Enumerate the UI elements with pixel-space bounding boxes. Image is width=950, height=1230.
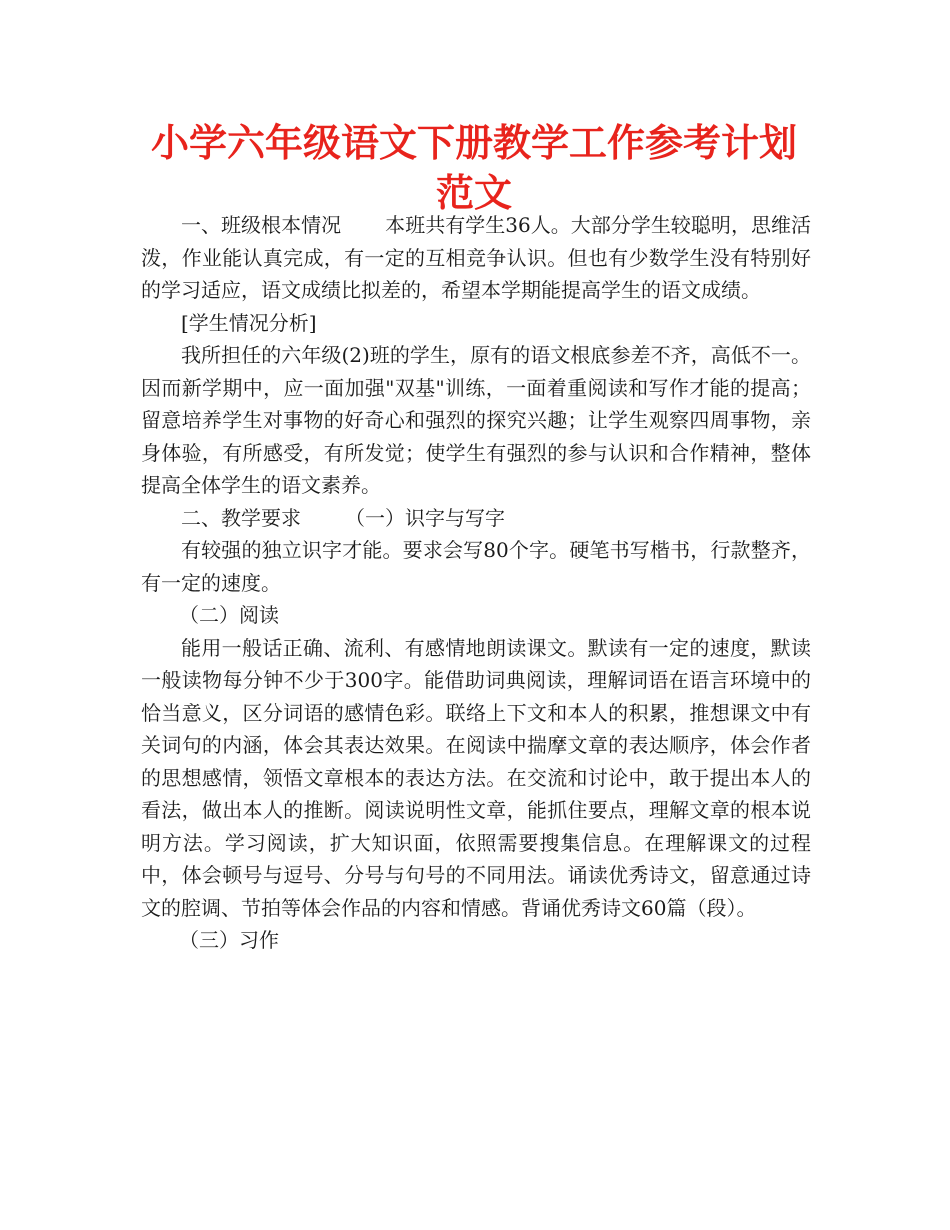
student-analysis-heading: [学生情况分析]	[181, 310, 317, 335]
requirements-heading: 二、教学要求	[181, 505, 301, 530]
class-basic-text: 本班共有学生36人。大部分学生较聪明，思维活泼，作业能认真完成，有一定的互相竞争认识。但也有少数学生没有特别好的学习适应，语文成绩比拟差的，希望本学期能提高学生的语文成绩。	[141, 213, 812, 302]
requirements-paragraph	[141, 502, 811, 535]
document-body	[141, 209, 811, 957]
writing-heading: （三）习作	[179, 928, 279, 952]
reading-text: 能用一般话正确、流利、有感情地朗读课文。默读有一定的速度，默读一般读物每分钟不少于300字。能借助词典阅读，理解词语在语言环境中的恰当意义，区分词语的感情色彩。联络上下文和本人的积累，推想课文中有关词句的内涵，体会其表达效果。在阅读中揣摩文章的表达顺序，体会作者的思想感情，领悟文章根本的表达方法。在交流和讨论中，敢于提出本人的看法，做出本人的推断。阅读说明性文章，能抓住要点，理解文章的根本说明方法。学习阅读，扩大知识面，依照需要搜集信息。在理解课文的过程中，体会顿号与逗号、分号与句号的不同用法。诵读优秀诗文，留意通过诗文的腔调、节拍等体会作品的内容和情感。背诵优秀诗文60篇（段）。	[141, 635, 811, 920]
class-basic-paragraph	[141, 209, 811, 307]
document-title: 小学六年级语文下册教学工作参考计划范文	[150, 121, 797, 215]
literacy-heading: （一）识字与写字	[345, 505, 505, 530]
student-analysis-text: 我所担任的六年级(2)班的学生，原有的语文根底参差不齐，高低不一。因而新学期中，应一面加强"双基"训练，一面着重阅读和写作才能的提高；留意培养学生对事物的好奇心和强烈的探究兴趣；让学生观察四周事物，亲身体验，有所感受，有所发觉；使学生有强烈的参与认识和合作精神，整体提高全体学生的语文素养。	[141, 343, 811, 497]
literacy-text: 有较强的独立识字才能。要求会写80个字。硬笔书写楷书，行款整齐，有一定的速度。	[141, 538, 811, 595]
reading-heading: （二）阅读	[179, 603, 279, 627]
class-basic-heading: 一、班级根本情况	[181, 213, 342, 237]
